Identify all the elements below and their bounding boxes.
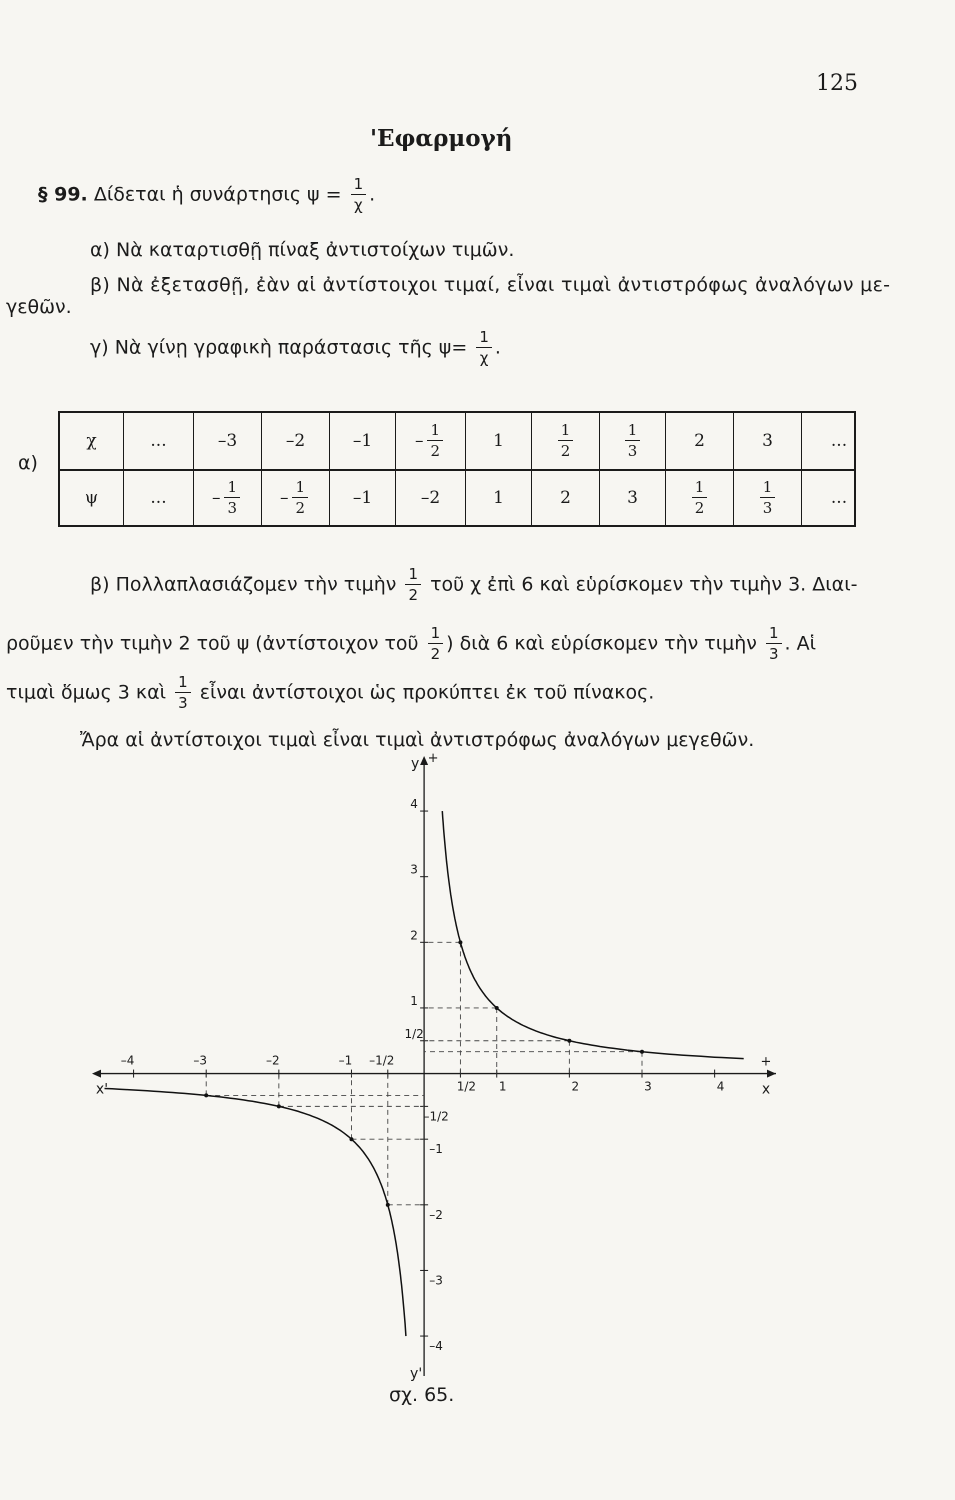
y-header: ψ	[60, 470, 124, 526]
y-cell: ...	[124, 470, 194, 526]
table-label: α)	[18, 452, 38, 474]
x-header: χ	[60, 413, 124, 469]
table-row-x	[60, 413, 854, 471]
y-tick-label: 1	[410, 993, 418, 1008]
x-tick-label: –4	[120, 1053, 135, 1068]
y-cell: –2	[396, 470, 466, 526]
y-tick-label: –3	[429, 1273, 443, 1288]
page-title: 'Εφαρμογή	[370, 125, 513, 152]
function-fraction: $\frac{1}{\chi}$	[351, 177, 367, 213]
y-cell: $\frac{1}{2}$	[666, 470, 734, 526]
y-tick-label: 1/2	[404, 1026, 424, 1041]
x-cell: –2	[262, 413, 330, 469]
x-tick-label: –1/2	[369, 1053, 395, 1068]
y-cell: – $\frac{1}{3}$	[194, 470, 262, 526]
section-statement: § 99. Δίδεται ἡ συνάρτησις ψ = $\frac{1}{\chi}$ .	[38, 175, 376, 214]
x-cell: –1	[330, 413, 396, 469]
x-tick-label: –3	[193, 1053, 208, 1068]
x-axis-arrow	[767, 1070, 776, 1078]
x-tick-label: –2	[266, 1053, 280, 1068]
x-cell: –3	[194, 413, 262, 469]
part-b-line1: β) Πολλαπλασιάζομεν τὴν τιμὴν $\frac{1}{2}$ τοῦ χ ἐπὶ 6 καὶ εὑρίσκομεν τὴν τιμὴν 3. Διαι-	[90, 565, 858, 604]
x-tick-label: 1	[498, 1079, 507, 1094]
x-axis-label: x	[761, 1081, 771, 1098]
task-b-line2: γεθῶν.	[6, 296, 72, 318]
x-tick-label: 3	[644, 1079, 652, 1094]
data-point	[349, 1137, 353, 1141]
x-neg-axis-label: x'	[95, 1081, 109, 1098]
y-tick-label: –4	[429, 1339, 443, 1354]
task-c: γ) Νὰ γίνῃ γραφικὴ παράστασις τῆς ψ= $\frac{1}{\chi}$ .	[90, 328, 501, 367]
data-point	[495, 1006, 499, 1010]
y-axis-label: y	[410, 756, 420, 772]
y-tick-label: 3	[410, 862, 418, 877]
table-row-y	[60, 470, 854, 526]
x-cell: ...	[124, 413, 194, 469]
y-cell: ...	[830, 488, 848, 508]
x-tick-label: 1/2	[456, 1079, 477, 1094]
x-axis-arrow-neg	[92, 1070, 101, 1078]
x-cell: $\frac{1}{2}$	[532, 413, 600, 469]
y-tick-label: –1	[429, 1142, 443, 1157]
y-tick-label: 4	[410, 797, 418, 812]
y-cell: 2	[532, 470, 600, 526]
curve-branch-positive	[442, 811, 743, 1059]
data-point	[277, 1104, 281, 1108]
section-text: Δίδεται ἡ συνάρτησις ψ =	[93, 183, 342, 206]
x-cell: 2	[666, 413, 734, 469]
y-cell: – $\frac{1}{2}$	[262, 470, 330, 526]
x-cell: $\frac{1}{3}$	[600, 413, 666, 469]
task-a: α) Νὰ καταρτισθῇ πίναξ ἀντιστοίχων τιμῶν.	[90, 239, 515, 261]
x-tick-label: 4	[716, 1079, 725, 1094]
y-cell: 3	[600, 470, 666, 526]
data-point	[386, 1203, 390, 1207]
x-tick-label: –1	[338, 1053, 353, 1068]
x-cell: 1	[466, 413, 532, 469]
x-tick-label: 2	[571, 1079, 580, 1094]
task-b-line1: β) Νὰ ἐξετασθῇ, ἐὰν αἱ ἀντίστοιχοι τιμαί, εἶναι τιμαὶ ἀντιστρόφως ἀναλόγων με-	[90, 274, 891, 296]
page-number: 125	[816, 71, 858, 96]
hyperbola-chart	[90, 752, 780, 1382]
values-table	[58, 411, 856, 527]
part-b-line2: ροῦμεν τὴν τιμὴν 2 τοῦ ψ (ἀντίστοιχον τοῦ $\frac{1}{2}$ ) διὰ 6 καὶ εὑρίσκομεν τὴν τιμὴν $\frac{1}{3}$ . Αἱ	[6, 624, 817, 663]
x-plus-label: +	[760, 1054, 772, 1070]
x-cell: ...	[830, 431, 848, 451]
y-tick-label: –2	[429, 1207, 443, 1222]
part-b-line3: τιμαὶ ὅμως 3 καὶ $\frac{1}{3}$ εἶναι ἀντίστοιχοι ὡς προκύπτει ἐκ τοῦ πίνακος.	[6, 673, 655, 712]
y-cell: 1	[466, 470, 532, 526]
y-cell: –1	[330, 470, 396, 526]
part-b-conclusion: Ἄρα αἱ ἀντίστοιχοι τιμαὶ εἶναι τιμαὶ ἀντιστρόφως ἀναλόγων μεγεθῶν.	[80, 729, 755, 751]
y-tick-label: –1/2	[423, 1109, 449, 1124]
y-tick-label: 2	[410, 928, 418, 943]
x-cell: 3	[734, 413, 802, 469]
y-plus-label: +	[427, 752, 439, 766]
figure-caption: σχ. 65.	[389, 1384, 455, 1406]
curve-branch-negative	[105, 1089, 406, 1337]
x-cell: – $\frac{1}{2}$	[396, 413, 466, 469]
data-point	[458, 940, 462, 944]
section-number: § 99.	[38, 183, 88, 206]
data-point	[567, 1039, 571, 1043]
y-neg-axis-label: y'	[410, 1366, 423, 1382]
data-point	[204, 1093, 208, 1097]
data-point	[640, 1050, 644, 1054]
y-cell: $\frac{1}{3}$	[734, 470, 802, 526]
